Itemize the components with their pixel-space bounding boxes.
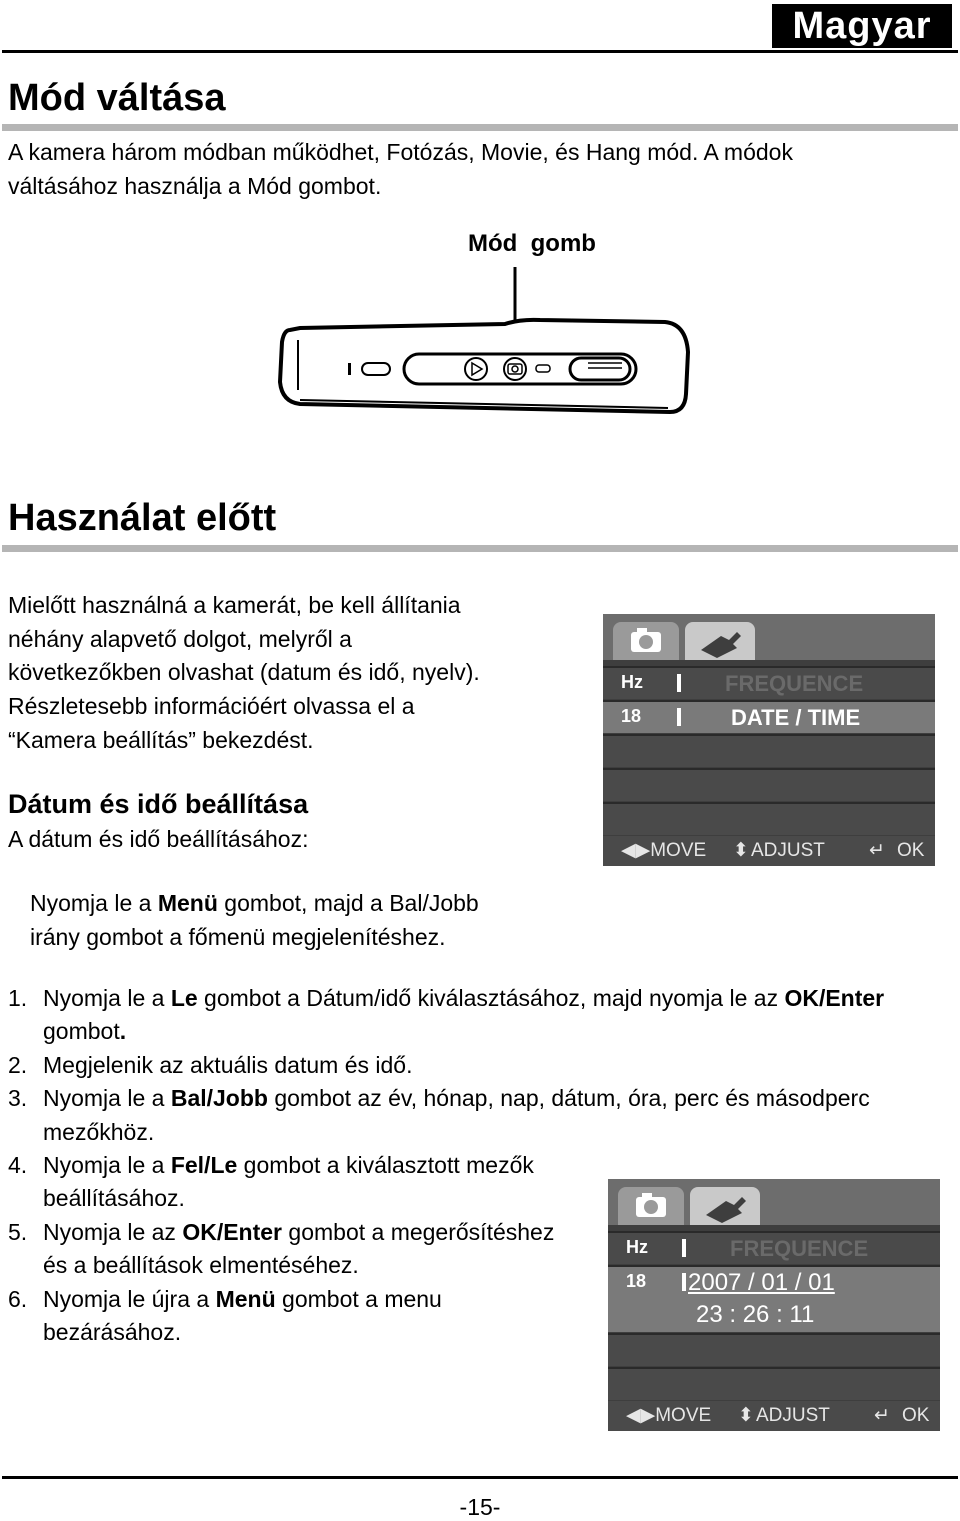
lcd-tab-bar <box>608 1179 940 1225</box>
menu-item-frequence: FREQUENCE <box>730 1236 869 1261</box>
step-item: 2. Megjelenik az aktuális datum és idő. <box>8 1051 413 1078</box>
date-value: 2007 / 01 / 01 <box>688 1269 835 1296</box>
step-item: 6. Nyomja le újra a Menü gombot a menu bezárásához. <box>8 1285 442 1346</box>
frequency-hz-icon: Hz <box>621 672 643 692</box>
section-title-mode-switch: Mód váltása <box>8 77 226 119</box>
lcd-screen-date-time-edit <box>608 1179 940 1431</box>
intro-line: Részletesebb információért olvassa el a <box>8 693 415 719</box>
lcd-empty-row <box>608 1367 940 1400</box>
ok-hint: OK <box>902 1405 930 1426</box>
figure-label-mode-button: Mód gomb <box>468 230 596 257</box>
setup-tab-icon <box>690 1187 760 1225</box>
section-divider <box>2 124 958 131</box>
language-badge: Magyar <box>772 4 952 48</box>
lcd-screen-date-time-menu <box>603 614 935 866</box>
step-item: 1. Nyomja le a Le gombot a Dátum/idő kiválasztásához, majd nyomja le az OK/Enter gombot. <box>8 985 885 1045</box>
camera-tab-icon <box>618 1187 684 1225</box>
adjust-hint: ADJUST <box>751 840 825 861</box>
ok-hint: OK <box>897 840 925 861</box>
indicator-mark <box>348 363 351 375</box>
lcd-empty-row <box>603 734 935 767</box>
shutter-button <box>570 358 630 380</box>
section-title-date-time: Dátum és idő beállítása <box>8 789 309 819</box>
camera-tab-icon <box>613 622 679 660</box>
menu-item-frequence: FREQUENCE <box>725 671 864 696</box>
paragraph-line: A kamera három módban működhet, Fotózás, Movie, és Hang mód. A módok <box>8 139 793 165</box>
lcd-row-frequence <box>608 1231 940 1264</box>
adjust-arrows-icon: ⬍ <box>733 840 749 861</box>
menu-item-date-time: DATE / TIME <box>731 705 861 730</box>
move-hint: ◀▶MOVE <box>626 1405 712 1426</box>
top-rule <box>2 50 958 53</box>
section-subtitle: A dátum és idő beállításához: <box>8 826 309 852</box>
lcd-empty-row <box>603 802 935 835</box>
enter-icon: ↵ <box>869 840 885 861</box>
time-value: 23 : 26 : 11 <box>696 1301 815 1328</box>
lcd-footer <box>608 1401 940 1431</box>
adjust-hint: ADJUST <box>756 1405 830 1426</box>
intro-line: Mielőtt használná a kamerát, be kell állítania <box>8 592 461 618</box>
lcd-row-date-time <box>603 700 935 733</box>
intro-line: következőkben olvashat (datum és idő, nyelv). <box>8 659 480 685</box>
step-item: 3. Nyomja le a Bal/Jobb gombot az év, hónap, nap, dátum, óra, perc és másodperc mezőkhöz. <box>8 1085 870 1145</box>
lcd-row-date-time-values <box>608 1265 940 1332</box>
page-number: -15- <box>459 1494 501 1520</box>
playback-button <box>465 358 487 380</box>
intro-line: néhány alapvető dolgot, melyről a <box>8 626 352 652</box>
lcd-tab-bar <box>603 614 935 660</box>
paragraph-line: váltásához használja a Mód gombot. <box>8 173 382 199</box>
menu-instruction-line: irány gombot a főmenü megjelenítéshez. <box>30 924 446 950</box>
step-item: 4. Nyomja le a Fel/Le gombot a kiválasztott mezők beállításához. <box>8 1152 534 1212</box>
calendar-clock-icon: 18 <box>621 706 642 726</box>
lcd-empty-row <box>608 1333 940 1366</box>
menu-instruction-line: Nyomja le a Menü gombot, majd a Bal/Jobb <box>30 890 479 916</box>
lcd-footer <box>603 836 935 866</box>
bottom-rule <box>2 1476 958 1479</box>
enter-icon: ↵ <box>874 1405 890 1426</box>
section-divider <box>2 545 958 552</box>
lcd-row-frequence <box>603 666 935 699</box>
frequency-hz-icon: Hz <box>626 1237 648 1257</box>
section-title-before-use: Használat előtt <box>8 497 277 539</box>
lcd-empty-row <box>603 768 935 801</box>
intro-line: “Kamera beállítás” bekezdést. <box>8 727 314 753</box>
power-switch <box>362 363 390 375</box>
camera-top-view-illustration <box>270 262 700 432</box>
led-indicator <box>536 365 550 372</box>
move-hint: ◀▶MOVE <box>621 840 707 861</box>
adjust-arrows-icon: ⬍ <box>738 1405 754 1426</box>
setup-tab-icon <box>685 622 755 660</box>
calendar-clock-icon: 18 <box>626 1271 647 1291</box>
step-item: 5. Nyomja le az OK/Enter gombot a megerősítéshez és a beállítások elmentéséhez. <box>8 1218 555 1279</box>
